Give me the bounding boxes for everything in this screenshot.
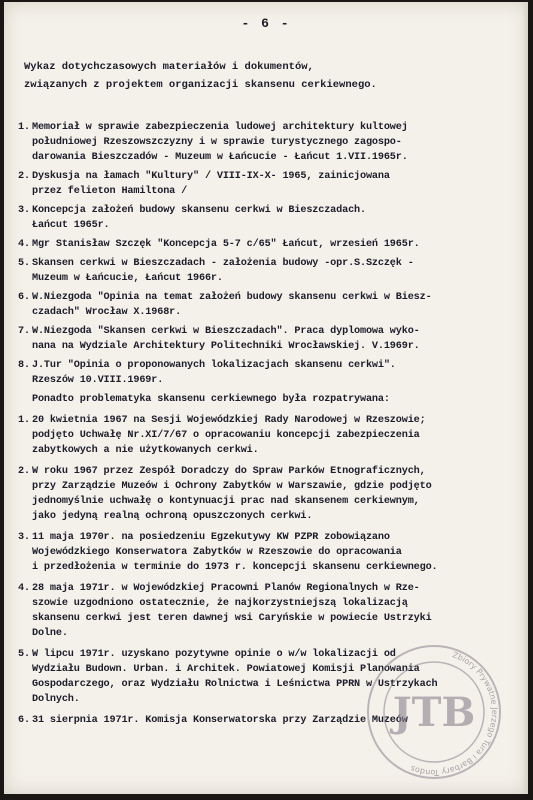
list-item-text: W.Niezgoda "Opinia na temat założeń budowy skansenu cerkwi w Biesz- czadach" Wrocław X.1968r. [32, 292, 432, 318]
list-item [18, 581, 518, 641]
list-item-number: 4. [18, 583, 30, 594]
archive-stamp-icon [364, 642, 504, 782]
svg-text:JTB: JTB [392, 689, 476, 736]
list-item-text: W lipcu 1971r. uzyskano pozytywne opinie o w/w lokalizacji od Wydziału Budown. Urban. i Architek. Powiatowej Komisji Planowania Gospodarczego, oraz Wydziału Rolnictwa i Leśnictwa PPRN w Ustrzykach Dolnych. [32, 649, 438, 705]
list-item [18, 530, 518, 575]
materials-list [18, 120, 518, 411]
list-item-number: 6. [18, 715, 30, 726]
list-item [18, 203, 518, 233]
list-item-text: Koncepcja założeń budowy skansenu cerkwi w Bieszczadach. Łańcut 1965r. [32, 205, 366, 231]
page-number: - 6 - [241, 16, 291, 31]
list-item-text: 11 maja 1970r. na posiedzeniu Egzekutywy KW PZPR zobowiązano Wojewódzkiego Konserwatora Zabytków w Rzeszowie do opracowania i przedłożenia w terminie do 1973 r. koncepcji skansenu cerkiewnego. [32, 532, 438, 573]
list-item-number: 1. [18, 415, 30, 426]
list-item [18, 237, 518, 252]
list-item-text: Skansen cerkwi w Bieszczadach - założenia budowy -opr.S.Szczęk - Muzeum w Łańcucie, Łańcut 1966r. [32, 258, 414, 284]
list-item-number: 8. [18, 360, 30, 371]
list-item-number: 3. [18, 532, 30, 543]
list-item [18, 358, 518, 388]
list-item [18, 324, 518, 354]
paragraph-intro: Ponadto problematyka skansenu cerkiewnego była rozpatrywana: [32, 394, 390, 405]
list-item [18, 120, 518, 165]
list-item-text: 28 maja 1971r. w Wojewódzkiej Pracowni Planów Regionalnych w Rze- szowie uzgodniono ostatecznie, że najkorzystniejszą lokalizacją skansenu cerkwi jest teren dawnej wsi Caryńskie w powiecie Ustrzyki Dolne. [32, 583, 432, 639]
list-item-number: 6. [18, 292, 30, 303]
svg-text:Zbiory Prywatne Jerzego Tura i: Zbiory Prywatne Jerzego Tura i Barbary Tondos [409, 650, 500, 778]
list-item-text: 31 sierpnia 1971r. Komisja Konserwatorska przy Zarządzie Muzeów [32, 715, 408, 726]
list-item-number: 5. [18, 649, 30, 660]
list-item-text: W.Niezgoda "Skansen cerkwi w Bieszczadach". Praca dyplomowa wyko- nana na Wydziale Architektury Politechniki Wrocławskiej. V.1969r. [32, 326, 420, 352]
document-heading: Wykaz dotychczasowych materiałów i dokumentów, związanych z projektem organizacji skansenu cerkiewnego. [24, 61, 377, 91]
list-item-text: Mgr Stanisław Szczęk "Koncepcja 5-7 c/65" Łańcut, wrzesień 1965r. [32, 239, 420, 250]
list-item [18, 169, 518, 199]
list-item [18, 256, 518, 286]
list-item-number: 4. [18, 239, 30, 250]
list-item-text: Dyskusja na łamach "Kultury" / VIII-IX-X- 1965, zainicjowana przez felieton Hamiltona / [32, 171, 390, 197]
list-item-text: J.Tur "Opinia o proponowanych lokalizacjach skansenu cerkwi". Rzeszów 10.VIII.1969r. [32, 360, 396, 386]
list-item-number: 7. [18, 326, 30, 337]
list-item-number: 2. [18, 171, 30, 182]
list-item-text: Memoriał w sprawie zabezpieczenia ludowej architektury kultowej południowej Rzeszowszczyzny i w sprawie turystycznego zagospo- darowania Bieszczadów - Muzeum w Łańcucie - Łańcut 1.VII.1965r. [32, 122, 408, 163]
list-item [18, 413, 518, 458]
document-page [4, 2, 528, 794]
list-item [18, 290, 518, 320]
page-edge-shadow [522, 2, 528, 794]
list-item-number: 1. [18, 122, 30, 133]
list-item [18, 464, 518, 524]
list-item-text: W roku 1967 przez Zespół Doradczy do Spraw Parków Etnograficznych, przy Zarządzie Muzeów i Ochrony Zabytków w Warszawie, gdzie podjęto jednomyślnie uchwałę o kontynuacji prac nad skansenem cerkiewnym, jako jedyną realną ochroną opuszczonych cerkwi. [32, 466, 432, 522]
list-item-number: 5. [18, 258, 30, 269]
list-item-number: 3. [18, 205, 30, 216]
list-item-number: 2. [18, 466, 30, 477]
list-item-text: 20 kwietnia 1967 na Sesji Wojewódzkiej Rady Narodowej w Rzeszowie; podjęto Uchwałę Nr.XI/7/67 o opracowaniu koncepcji zabezpieczenia zabytkowych a nie użytkowanych cerkwi. [32, 415, 426, 456]
